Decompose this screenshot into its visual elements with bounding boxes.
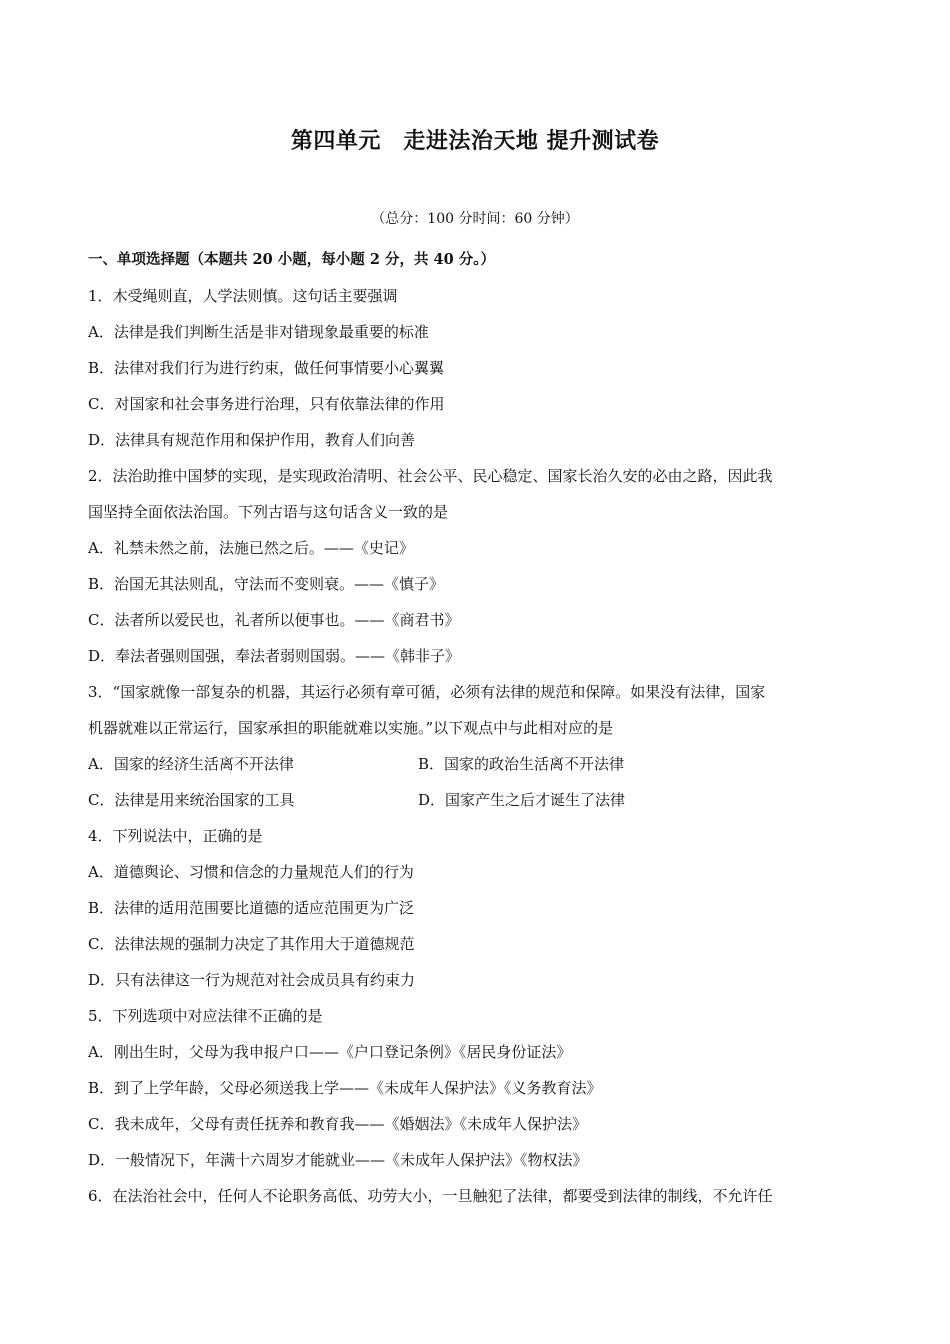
question-2-option-d: D．奉法者强则国强，奉法者弱则国弱。——《韩非子》 (88, 647, 461, 665)
question-6-stem: 6．在法治社会中，任何人不论职务高低、功劳大小，一旦触犯了法律，都要受到法律的制线，不允许任 (88, 1187, 773, 1205)
question-4-stem: 4．下列说法中，正确的是 (88, 827, 263, 845)
question-1-option-d: D．法律具有规范作用和保护作用，教育人们向善 (88, 431, 416, 449)
question-4-option-b: B．法律的适用范围要比道德的适应范围更为广泛 (88, 899, 415, 917)
question-3-stem-cont: 机器就难以正常运行，国家承担的职能就难以实施。”以下观点中与此相对应的是 (88, 719, 614, 737)
question-2-stem: 2．法治助推中国梦的实现，是实现政治清明、社会公平、民心稳定、国家长治久安的必由之路，因此我 (88, 467, 773, 485)
question-1-stem: 1．木受绳则直，人学法则慎。这句话主要强调 (88, 287, 398, 305)
question-3-options-row-2 (88, 782, 853, 818)
question-4-option-c: C．法律法规的强制力决定了其作用大于道德规范 (88, 935, 415, 953)
question-5-option-a: A．刚出生时，父母为我申报户口——《户口登记条例》《居民身份证法》 (88, 1043, 572, 1061)
question-2-option-b: B．治国无其法则乱，守法而不变则衰。——《慎子》 (88, 575, 445, 593)
question-4-option-d: D．只有法律这一行为规范对社会成员具有约束力 (88, 971, 416, 989)
page-title: 第四单元 走进法治天地 提升测试卷 (290, 128, 660, 154)
question-3-option-c: C．法律是用来统治国家的工具 (88, 791, 295, 809)
question-3-option-d: D．国家产生之后才诞生了法律 (418, 791, 626, 809)
exam-info: （总分：100 分时间：60 分钟） (371, 211, 579, 227)
question-1-option-c: C．对国家和社会事务进行治理，只有依靠法律的作用 (88, 395, 445, 413)
question-3-option-a: A．国家的经济生活离不开法律 (88, 755, 294, 773)
question-5-option-c: C．我未成年，父母有责任抚养和教育我——《婚姻法》《未成年人保护法》 (88, 1115, 587, 1133)
question-2-option-a: A．礼禁未然之前，法施已然之后。——《史记》 (88, 539, 414, 557)
question-1-option-b: B．法律对我们行为进行约束，做任何事情要小心翼翼 (88, 359, 445, 377)
question-3-option-b: B．国家的政治生活离不开法律 (418, 755, 625, 773)
question-5-option-d: D．一般情况下，年满十六周岁才能就业——《未成年人保护法》《物权法》 (88, 1151, 588, 1169)
question-2-option-c: C．法者所以爱民也，礼者所以便事也。——《商君书》 (88, 611, 460, 629)
question-5-stem: 5．下列选项中对应法律不正确的是 (88, 1007, 323, 1025)
question-1-option-a: A．法律是我们判断生活是非对错现象最重要的标准 (88, 323, 429, 341)
question-2-stem-cont: 国坚持全面依法治国。下列古语与这句话含义一致的是 (88, 503, 449, 521)
question-3-options-row-1 (88, 746, 853, 782)
question-4-option-a: A．道德舆论、习惯和信念的力量规范人们的行为 (88, 863, 414, 881)
question-5-option-b: B．到了上学年龄，父母必须送我上学——《未成年人保护法》《义务教育法》 (88, 1079, 602, 1097)
question-list (88, 242, 853, 1214)
section-heading: 一、单项选择题（本题共 20 小题，每小题 2 分，共 40 分。） (88, 251, 495, 268)
question-3-stem: 3．“国家就像一部复杂的机器，其运行必须有章可循，必须有法律的规范和保障。如果没有法律，国家 (88, 683, 766, 701)
